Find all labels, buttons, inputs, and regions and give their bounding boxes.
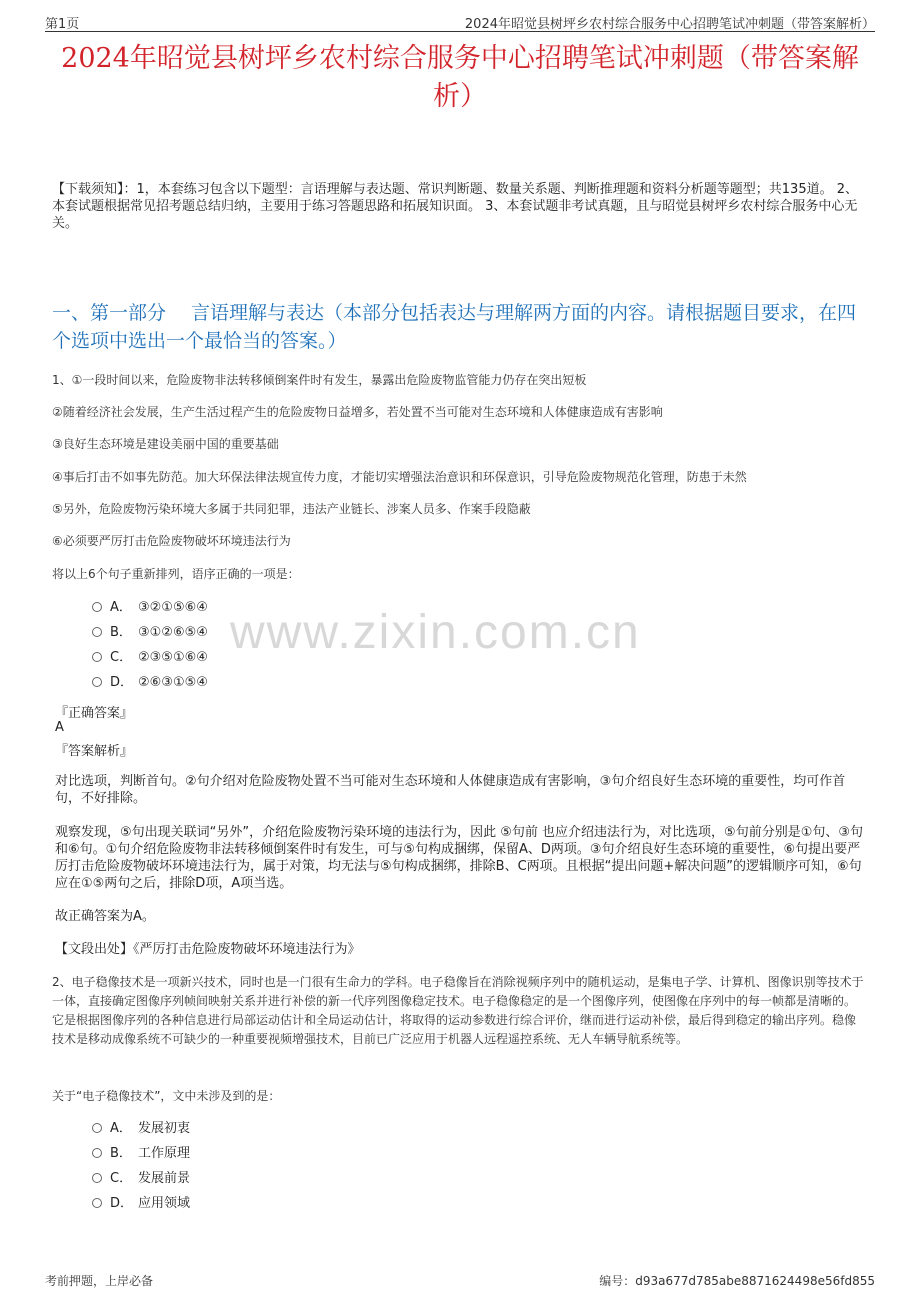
footer-doc-id: 编号：d93a677d785abe8871624498e56fd855 — [599, 1274, 875, 1288]
q1-option-a[interactable]: A． ③②①⑤⑥④ — [92, 598, 208, 618]
radio-icon[interactable] — [92, 1123, 102, 1133]
q1-option-b[interactable]: B． ③①②⑥⑤④ — [92, 623, 208, 643]
q2-option-b[interactable]: B． 工作原理 — [92, 1144, 190, 1164]
q2-option-d[interactable]: D． 应用领域 — [92, 1194, 190, 1214]
radio-icon[interactable] — [92, 602, 102, 612]
radio-icon[interactable] — [92, 1148, 102, 1158]
page-number: 第1页 — [45, 17, 80, 32]
q1-sentence-4: ④事后打击不如事先防范。加大环保法律法规宣传力度，才能切实增强法治意识和环保意识，引导危险废物规范化管理，防患于未然 — [52, 470, 747, 484]
q1-sentence-6: ⑥必须要严厉打击危险废物破坏环境违法行为 — [52, 534, 291, 548]
header-doc-title: 2024年昭觉县树坪乡农村综合服务中心招聘笔试冲刺题（带答案解析） — [464, 17, 875, 32]
radio-icon[interactable] — [92, 677, 102, 687]
q1-sentence-5: ⑤另外，危险废物污染环境大多属于共同犯罪，违法产业链长、涉案人员多、作案手段隐蔽 — [52, 502, 531, 516]
q1-sentence-3: ③良好生态环境是建设美丽中国的重要基础 — [52, 437, 279, 451]
answer-value: A — [55, 720, 64, 735]
radio-icon[interactable] — [92, 1173, 102, 1183]
header-divider — [45, 31, 875, 32]
analysis-paragraph-2: 观察发现，⑤句出现关联词“另外”，介绍危险废物污染环境的违法行为，因此 ⑤句前 也应介绍违法行为，对比选项，⑤句前分别是①句、③句和⑥句。①句介绍危险废物非法转移倾倒案件时有发生，可与⑤句构成捆绑，保留A、D两项。③句介绍良好生态环境的重要性，⑥句提出要严厉打击危险废物破坏环境违法行为，属于对策，均无法与⑤句构成捆绑，排除B、C两项。且根据“提出问题+解决问题”的逻辑顺序可知，⑥句应在①⑤两句之后，排除D项，A项当选。 — [55, 825, 864, 891]
footer-slogan: 考前押题，上岸必备 — [45, 1274, 154, 1288]
radio-icon[interactable] — [92, 652, 102, 662]
q1-sentence-1: 1、①一段时间以来，危险废物非法转移倾倒案件时有发生，暴露出危险废物监管能力仍存在突出短板 — [52, 373, 587, 387]
q2-stem: 关于“电子稳像技术”，文中未涉及到的是： — [52, 1089, 281, 1103]
radio-icon[interactable] — [92, 1198, 102, 1208]
radio-icon[interactable] — [92, 627, 102, 637]
q2-option-c[interactable]: C． 发展前景 — [92, 1169, 190, 1189]
q1-option-d[interactable]: D． ②⑥③①⑤④ — [92, 673, 208, 693]
analysis-heading: 『答案解析』 — [55, 744, 134, 759]
q1-sentence-2: ②随着经济社会发展，生产生活过程产生的危险废物日益增多，若处置不当可能对生态环境和人体健康造成有害影响 — [52, 405, 663, 419]
q2-passage: 2、电子稳像技术是一项新兴技术，同时也是一门很有生命力的学科。电子稳像旨在消除视频序列中的随机运动，是集电子学、计算机、图像识别等技术于一体，直接确定图像序列帧间映射关系并进行补偿的新一代序列图像稳定技术。电子稳像稳定的是一个图像序列，使图像在序列中的每一帧都是清晰的。它是根据图像序列的各种信息进行局部运动估计和全局运动估计，将取得的运动参数进行综合评价，继而进行运动补偿，最后得到稳定的输出序列。稳像技术是移动成像系统不可缺少的一种重要视频增强技术，目前已广泛应用于机器人远程遥控系统、无人车辆导航系统等。 — [52, 975, 864, 1046]
document-title: 2024年昭觉县树坪乡农村综合服务中心招聘笔试冲刺题（带答案解析） — [61, 43, 859, 112]
watermark: www.zixin.com.cn — [230, 606, 641, 659]
q2-option-a[interactable]: A． 发展初衷 — [92, 1119, 190, 1139]
passage-source: 【文段出处】《严厉打击危险废物破坏环境违法行为》 — [55, 942, 361, 957]
section-heading: 一、第一部分 言语理解与表达（本部分包括表达与理解两方面的内容。请根据题目要求，在四个选项中选出一个最恰当的答案。） — [52, 302, 857, 352]
answer-heading: 『正确答案』 — [55, 706, 134, 721]
analysis-paragraph-3: 故正确答案为A。 — [55, 909, 155, 924]
q1-stem: 将以上6个句子重新排列，语序正确的一项是： — [52, 567, 300, 581]
download-notice: 【下载须知】：1，本套练习包含以下题型：言语理解与表达题、常识判断题、数量关系题、判断推理题和资料分析题等题型；共135道。 2、本套试题根据常见招考题总结归纳，主要用于练习答题思路和拓展知识面。 3、本套试题非考试真题，且与昭觉县树坪乡农村综合服务中心无关。 — [52, 182, 858, 231]
q1-option-c[interactable]: C． ②③⑤①⑥④ — [92, 648, 208, 668]
analysis-paragraph-1: 对比选项，判断首句。②句介绍对危险废物处置不当可能对生态环境和人体健康造成有害影响，③句介绍良好生态环境的重要性，均可作首句，不好排除。 — [55, 774, 846, 806]
